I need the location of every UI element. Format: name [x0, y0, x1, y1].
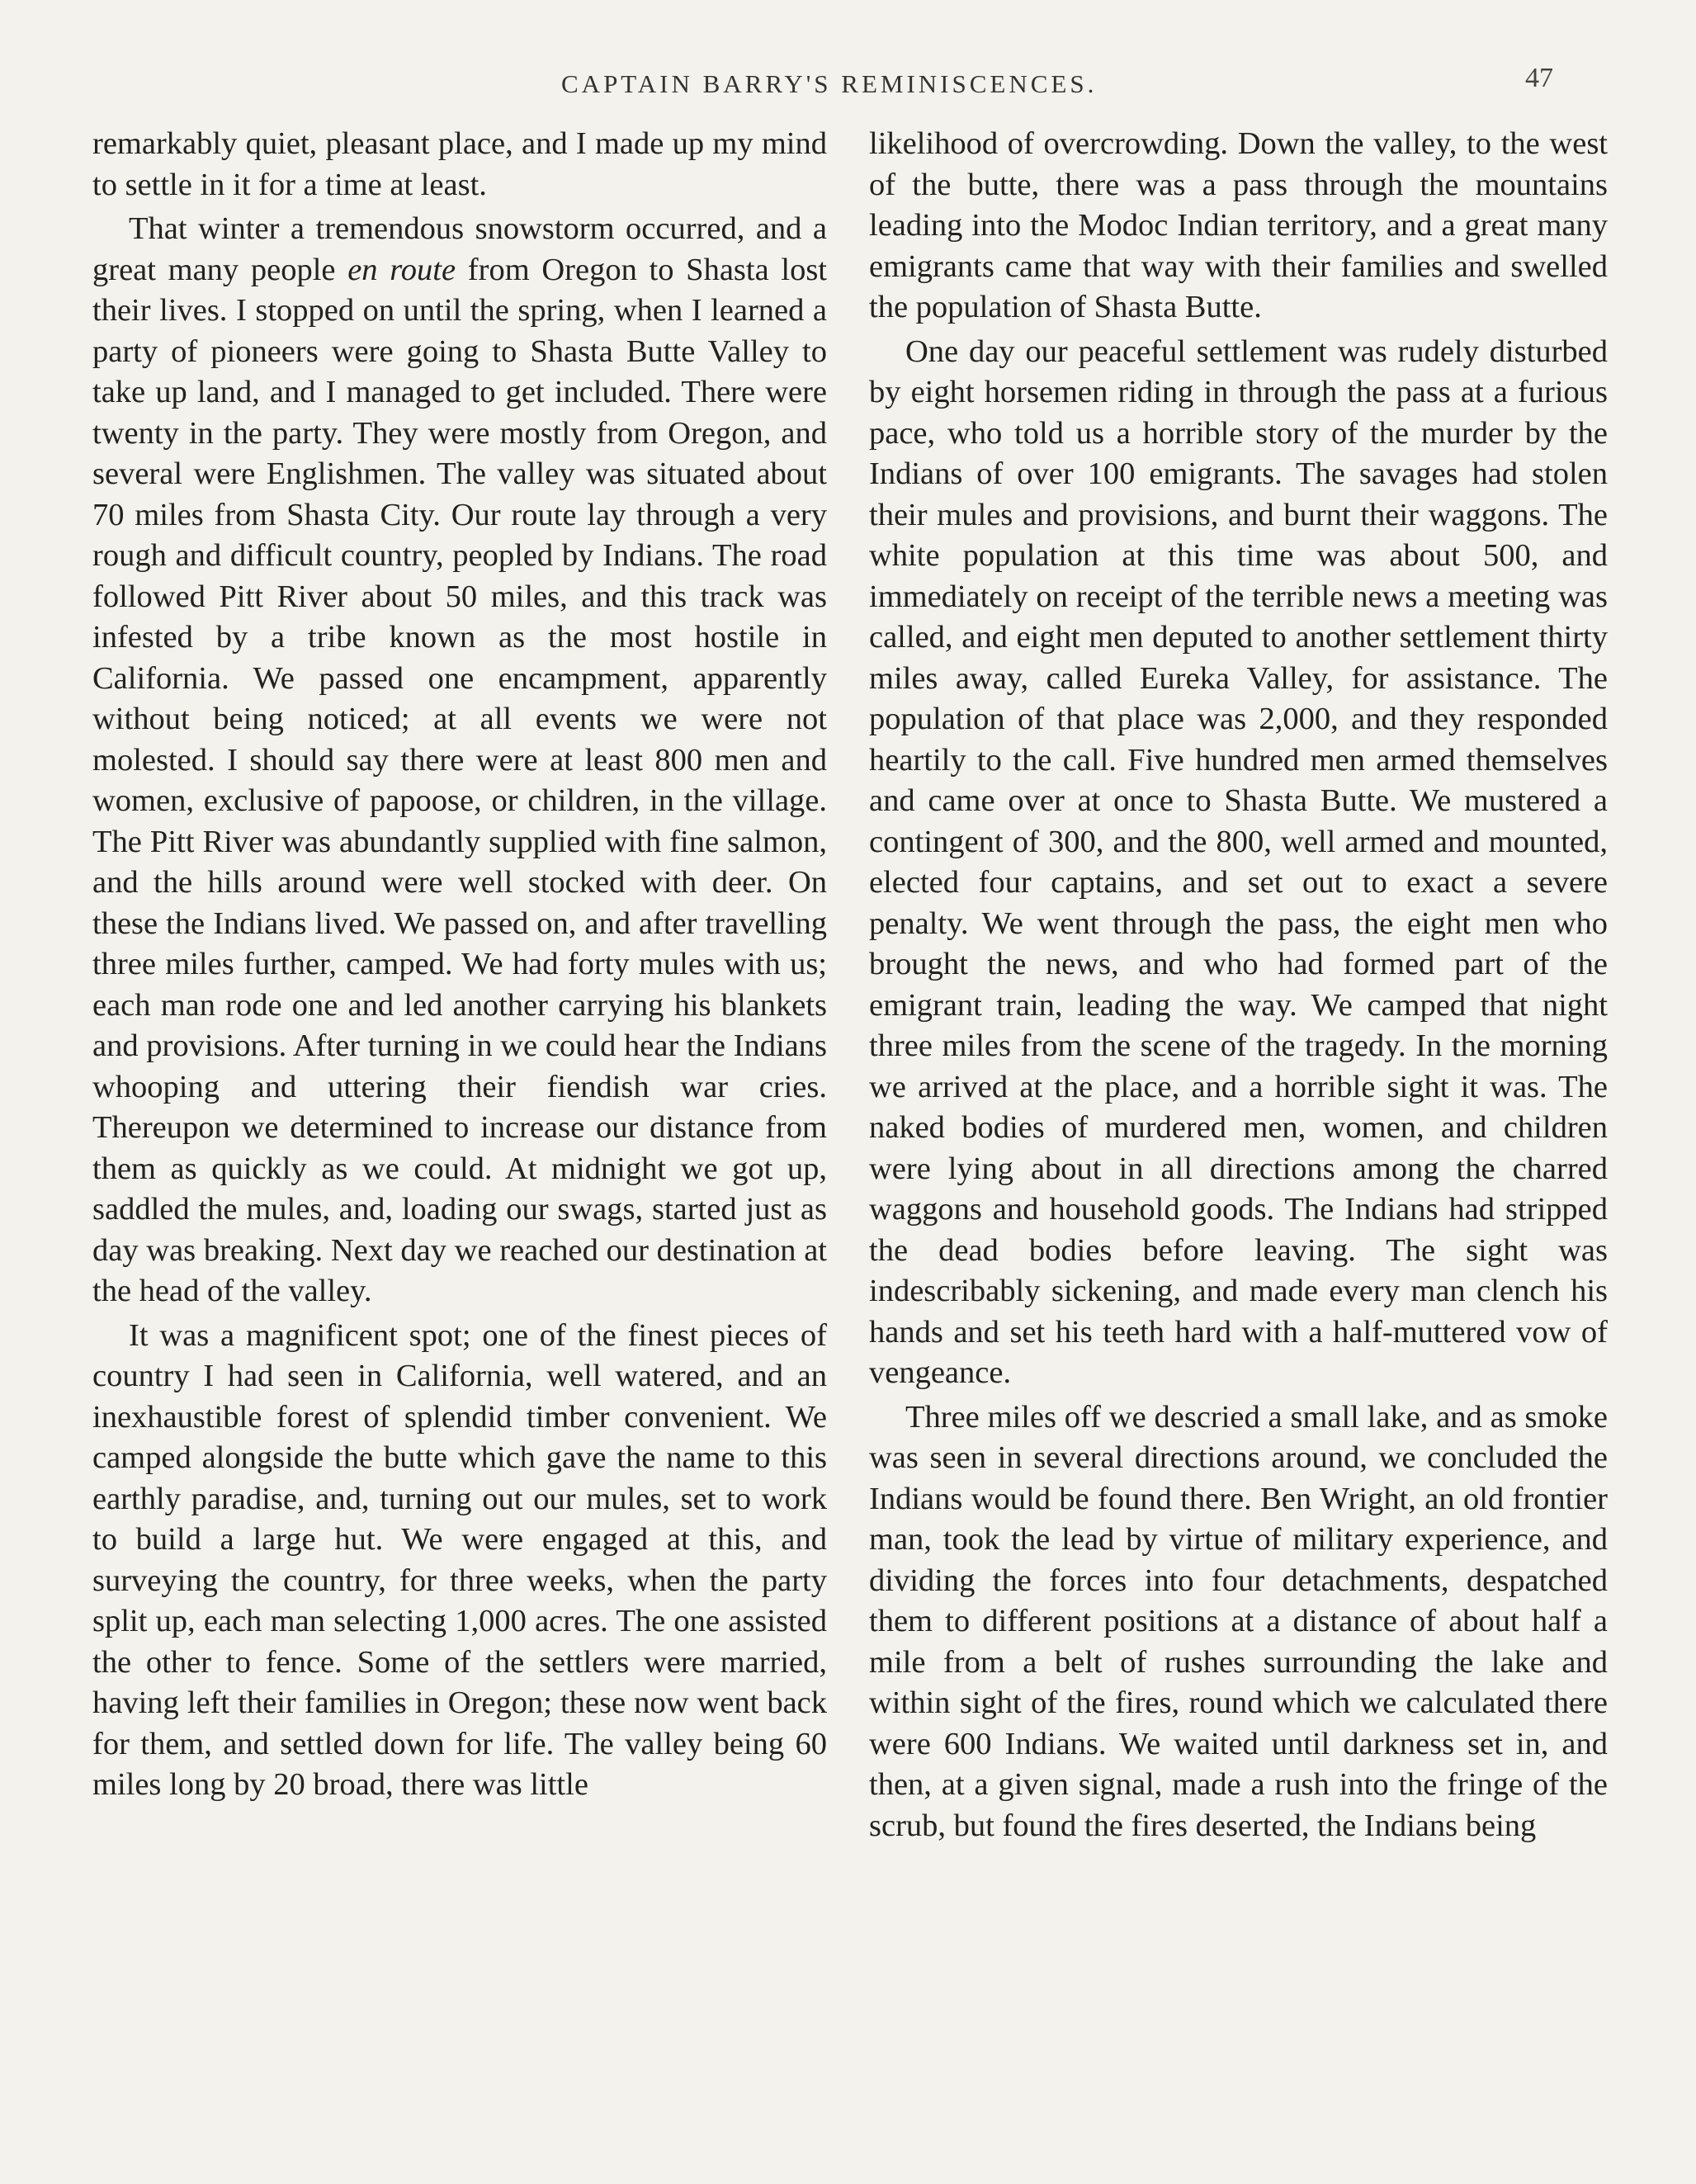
paragraph-snowstorm — [92, 209, 827, 1312]
page-header — [0, 59, 1696, 109]
italic-phrase: en route — [347, 252, 456, 287]
running-title: CAPTAIN BARRY'S REMINISCENCES. — [561, 69, 1098, 98]
paragraph-text: from Oregon to Shasta lost their lives. I stopped on until the spring, when I learned a party of pioneers were going to Shasta Butte Valley to take up land, and I managed to get included. There were twenty in the party. They were mostly from Oregon, and several were Englishmen. The valley was situated about 70 miles from Shasta City. Our route lay through a very rough and difficult country, peopled by Indians. The road followed Pitt River about 50 miles, and this track was infested by a tribe known as the most hostile in California. We passed one encampment, apparently without being noticed; at all events we were not molested. I should say there were at least 800 men and women, exclusive of papoose, or children, in the village. The Pitt River was abundantly supplied with fine salmon, and the hills around were well stocked with deer. On these the Indians lived. We passed on, and after travelling three miles further, camped. We had forty mules with us; each man rode one and led another carrying his blankets and provisions. After turning in we could hear the Indians whooping and uttering their fiendish war cries. Thereupon we determined to increase our distance from them as quickly as we could. At midnight we got up, saddled the mules, and, loading our swags, started just as day was breaking. Next day we reached our destination at the head of the valley. — [92, 252, 828, 1308]
paragraph-continued: remarkably quiet, pleasant place, and I made up my mind to settle in it for a time at least. — [92, 126, 827, 202]
paragraph-continued: likelihood of overcrowding. Down the valley, to the west of the butte, there was a pass through the mountains leading into the Modoc Indian territory, and a great many emigrants came that way with their families and swelled the population of Shasta Butte. — [869, 126, 1608, 324]
right-column — [869, 124, 1608, 1850]
paragraph-small-lake: Three miles off we descried a small lake, and as smoke was seen in several directions around, we concluded the Indians would be found there. Ben Wright, an old frontier man, took the lead by virtue of military experience, and dividing the forces into four detachments, despatched them to different positions at a distance of about half a mile from a belt of rushes surrounding the lake and within sight of the fires, round which we calculated there were 600 Indians. We waited until darkness set in, and then, at a given signal, made a rush into the fringe of the scrub, but found the fires deserted, the Indians being — [869, 1399, 1608, 1843]
paragraph-peaceful-settlement: One day our peaceful settlement was rudely disturbed by eight horsemen riding in through the pass at a furious pace, who told us a horrible story of the murder by the Indians of over 100 emigrants. The savages had stolen their mules and provisions, and burnt their waggons. The white population at this time was about 500, and immediately on receipt of the terrible news a meeting was called, and eight men deputed to another settlement thirty miles away, called Eureka Valley, for assistance. The population of that place was 2,000, and they responded heartily to the call. Five hundred men armed themselves and came over at once to Shasta Butte. We mustered a contingent of 300, and the 800, well armed and mounted, elected four captains, and set out to exact a severe penalty. We went through the pass, the eight men who brought the news, and who had formed part of the emigrant train, leading the way. We camped that night three miles from the scene of the tragedy. In the morning we arrived at the place, and a horrible sight it was. The naked bodies of murdered men, women, and children were lying about in all directions among the charred waggons and household goods. The Indians had stripped the dead bodies before leaving. The sight was indescribably sickening, and made every man clench his hands and set his teeth hard with a half-muttered vow of vengeance. — [869, 333, 1608, 1390]
page-number: 47 — [1525, 63, 1553, 93]
left-column — [92, 124, 827, 1809]
paragraph-text: That winter a tremendous snowstorm occurred, and a great many people — [92, 211, 827, 287]
paragraph-magnificent-spot: It was a magnificent spot; one of the finest pieces of country I had seen in California, well watered, and an inexhaustible forest of splendid timber convenient. We camped alongside the butte which gave the name to this earthly paradise, and, turning out our mules, set to work to build a large hut. We were engaged at this, and surveying the country, for three weeks, when the party split up, each man selecting 1,000 acres. The one assisted the other to fence. Some of the settlers were married, having left their families in Oregon; these now went back for them, and settled down for life. The valley being 60 miles long by 20 broad, there was little — [92, 1317, 827, 1802]
